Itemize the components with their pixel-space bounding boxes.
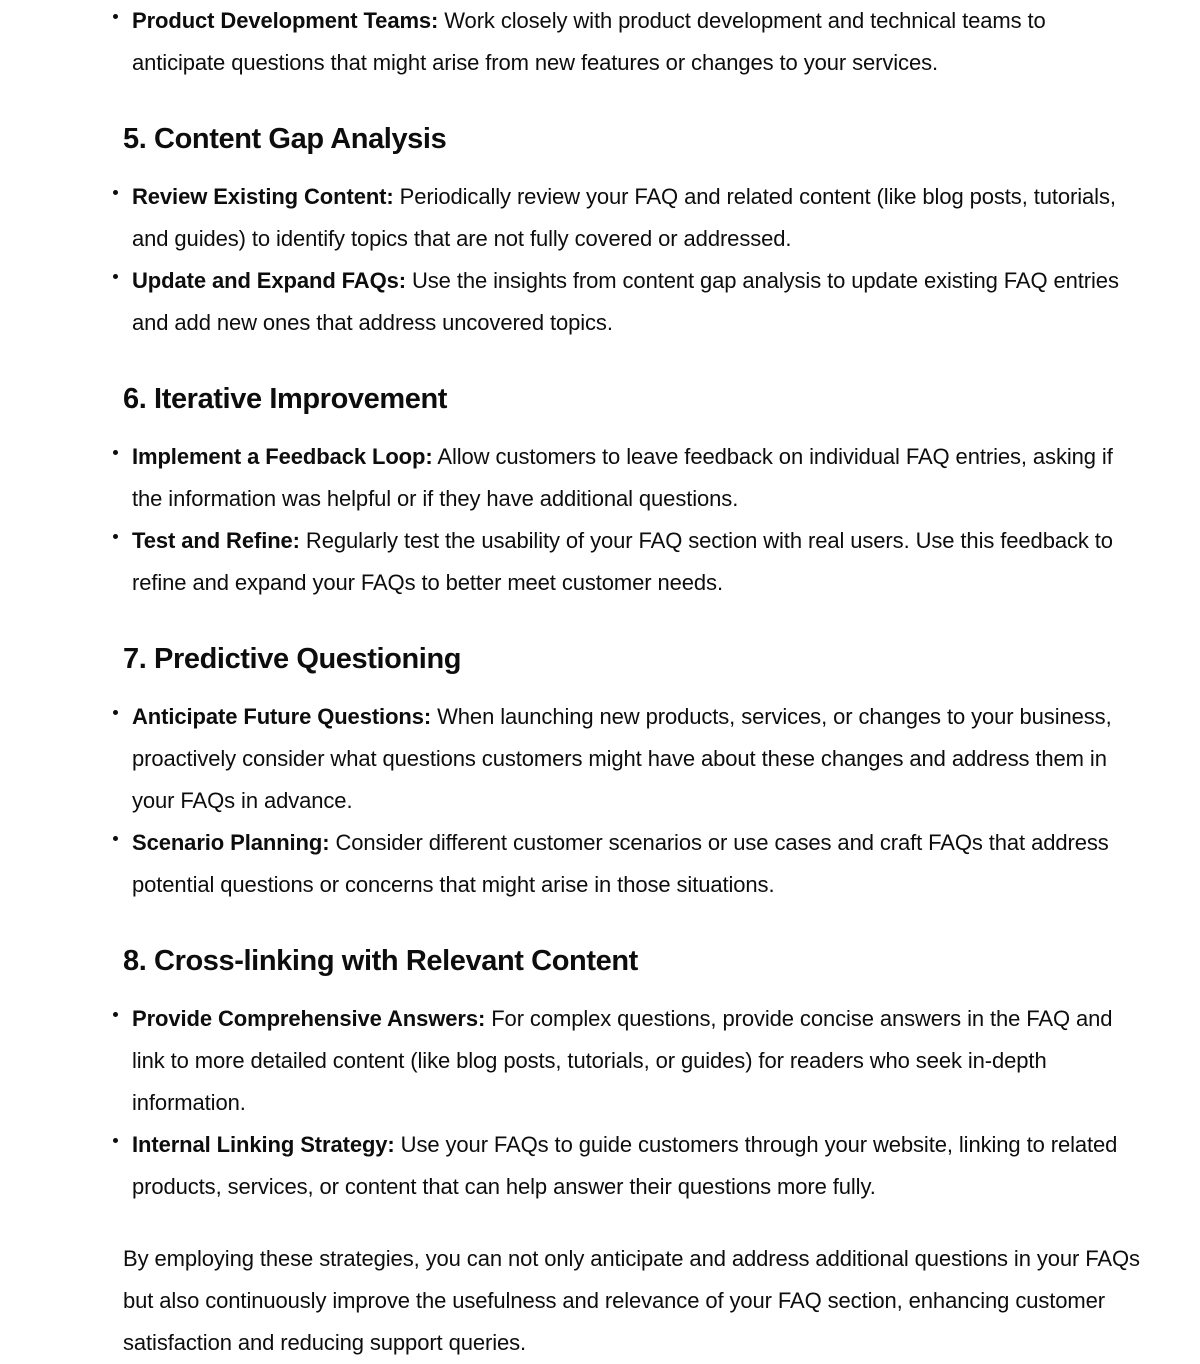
section-bullet-list — [123, 176, 1143, 344]
section-heading-iterative-improvement: 6. Iterative Improvement — [123, 383, 448, 415]
section-heading-cross-linking: 8. Cross-linking with Relevant Content — [123, 945, 638, 977]
list-item — [123, 998, 1143, 1124]
bullet-text: Periodically review your FAQ and related content (like blog posts, tutorials, and guides) to identify topics that are not fully covered or addressed. — [132, 184, 1116, 251]
bullet-text: When launching new products, services, or changes to your business, proactively consider what questions customers might have about these changes and address them in your FAQs in advance. — [132, 704, 1112, 813]
list-item — [123, 0, 1143, 84]
section-bullet-list — [123, 998, 1143, 1208]
bullet-text: Allow customers to leave feedback on individual FAQ entries, asking if the information was helpful or if they have additional questions. — [132, 444, 1113, 511]
list-item — [123, 1124, 1143, 1208]
list-item — [123, 260, 1143, 344]
bullet-term: Update and Expand FAQs: — [132, 268, 406, 293]
bullet-term: Internal Linking Strategy: — [132, 1132, 395, 1157]
list-item — [123, 696, 1143, 822]
intro-bullet-list — [123, 0, 1143, 84]
bullet-term: Product Development Teams: — [132, 8, 439, 33]
bullet-term: Review Existing Content: — [132, 184, 394, 209]
list-item — [123, 822, 1143, 906]
bullet-text: Work closely with product development and technical teams to anticipate questions that might arise from new features or changes to your services. — [132, 8, 1046, 75]
bullet-text: Consider different customer scenarios or use cases and craft FAQs that address potential questions or concerns that might arise in those situations. — [132, 830, 1109, 897]
list-item — [123, 520, 1143, 604]
section-heading-content-gap-analysis: 5. Content Gap Analysis — [123, 123, 447, 155]
bullet-text: Use your FAQs to guide customers through your website, linking to related products, services, or content that can help answer their questions more fully. — [132, 1132, 1118, 1199]
list-item — [123, 436, 1143, 520]
section-heading-predictive-questioning: 7. Predictive Questioning — [123, 643, 462, 675]
section-bullet-list — [123, 696, 1143, 906]
closing-paragraph: By employing these strategies, you can not only anticipate and address additional questions in your FAQs but also continuously improve the usefulness and relevance of your FAQ section, enhancing customer satisfaction and reducing support queries. — [123, 1246, 1140, 1355]
document-body — [123, 0, 1143, 1364]
bullet-term: Anticipate Future Questions: — [132, 704, 432, 729]
bullet-text: Regularly test the usability of your FAQ section with real users. Use this feedback to refine and expand your FAQs to better meet customer needs. — [132, 528, 1113, 595]
list-item — [123, 176, 1143, 260]
section-bullet-list — [123, 436, 1143, 604]
bullet-text: Use the insights from content gap analysis to update existing FAQ entries and add new ones that address uncovered topics. — [132, 268, 1119, 335]
bullet-term: Test and Refine: — [132, 528, 300, 553]
bullet-term: Provide Comprehensive Answers: — [132, 1006, 486, 1031]
bullet-term: Implement a Feedback Loop: — [132, 444, 433, 469]
bullet-text: For complex questions, provide concise answers in the FAQ and link to more detailed content (like blog posts, tutorials, or guides) for readers who seek in-depth information. — [132, 1006, 1113, 1115]
bullet-term: Scenario Planning: — [132, 830, 330, 855]
